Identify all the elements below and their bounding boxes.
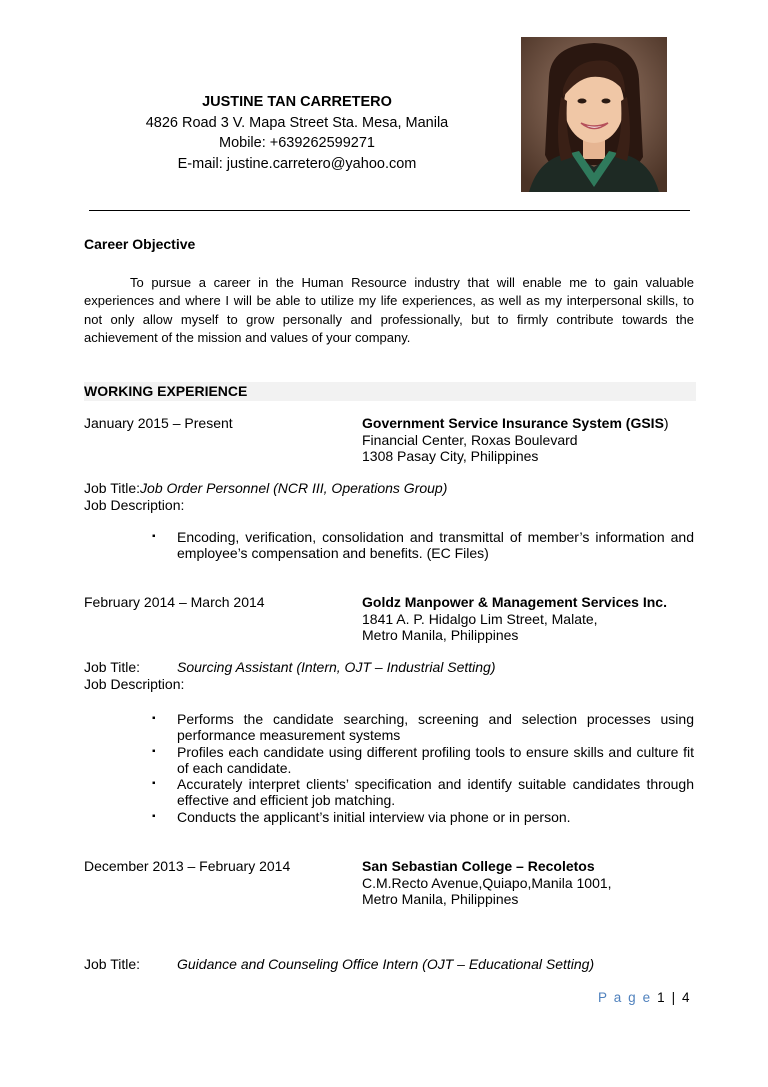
list-item-text: Accurately interpret clients’ specification and identify suitable candidates through effective and efficient job matching. (177, 776, 694, 809)
organization-address-line: C.M.Recto Avenue,Quiapo,Manila 1001, (362, 874, 612, 891)
profile-photo (521, 37, 667, 192)
organization-address-line: Financial Center, Roxas Boulevard (362, 431, 578, 448)
page-footer (598, 990, 691, 1005)
job-description-list (152, 711, 694, 825)
organization-address-line: Metro Manila, Philippines (362, 891, 519, 907)
job-title-value: Job Order Personnel (NCR III, Operations Group) (140, 480, 448, 496)
list-item (152, 744, 694, 777)
bullet-icon: ▪ (152, 713, 156, 724)
list-item-text: Conducts the applicant’s initial interview via phone or in person. (177, 808, 571, 825)
bullet-icon: ▪ (152, 810, 156, 822)
job-description-list (152, 529, 694, 562)
job-title-block (84, 956, 595, 973)
address: 4826 Road 3 V. Mapa Street Sta. Mesa, Manila (145, 114, 449, 131)
list-item (152, 809, 694, 825)
job-title-value: Guidance and Counseling Office Intern (OJT – Educational Setting) (177, 956, 595, 972)
header-divider (89, 210, 690, 211)
organization-address-line: 1308 Pasay City, Philippines (362, 448, 539, 464)
job-title-block (84, 659, 496, 692)
career-objective-heading: Career Objective (84, 236, 196, 252)
organization-name-suffix: ) (663, 415, 669, 431)
career-objective-text (84, 274, 694, 348)
list-item (152, 776, 694, 809)
organization-address-line: 1841 A. P. Hidalgo Lim Street, Malate, (362, 610, 598, 627)
job-title-value: Sourcing Assistant (Intern, OJT – Industrial Setting) (177, 659, 496, 675)
job-description-label: Job Description: (84, 496, 185, 513)
organization-name: Government Service Insurance System (GSIS (362, 415, 664, 431)
list-item-text: Encoding, verification, consolidation and transmittal of member’s information and employee’s compensation and benefits. (EC Files) (177, 529, 694, 562)
bullet-icon: ▪ (152, 531, 156, 542)
bullet-icon: ▪ (152, 778, 156, 790)
list-item-text: Performs the candidate searching, screening and selection processes using performance measurement systems (177, 711, 694, 744)
job-title-label: Job Title: (84, 956, 141, 972)
list-item (152, 711, 694, 744)
organization-name: San Sebastian College – Recoletos (362, 858, 595, 874)
mobile: Mobile: +639262599271 (218, 135, 375, 152)
job-organization (362, 594, 667, 644)
working-experience-heading: WORKING EXPERIENCE (84, 383, 248, 399)
job-title-label: Job Title: (84, 480, 141, 496)
list-item-text: Profiles each candidate using different profiling tools to ensure skills and culture fit of each candidate. (177, 743, 694, 776)
working-experience-band (84, 382, 696, 401)
applicant-name: JUSTINE TAN CARRETERO (202, 94, 392, 110)
job-date: January 2015 – Present (84, 415, 233, 431)
job-title-block (84, 480, 447, 513)
contact-header (84, 92, 510, 175)
job-title-label: Job Title: (84, 659, 141, 675)
organization-address-line: Metro Manila, Philippines (362, 627, 519, 643)
job-date: December 2013 – February 2014 (84, 858, 291, 874)
organization-name: Goldz Manpower & Management Services Inc. (362, 594, 667, 610)
page-label: P a g e (598, 990, 652, 1005)
job-organization (362, 858, 612, 908)
job-date: February 2014 – March 2014 (84, 594, 265, 610)
job-description-label: Job Description: (84, 675, 185, 692)
list-item (152, 529, 694, 562)
objective-paragraph: To pursue a career in the Human Resource industry that will enable me to gain valuable experiences and where I will be able to utilize my life experiences, as well as my interpersonal skills, to not only allow myself to grow personally and professionally, but to firmly contribute towards the achievement of the mission and values of your company. (84, 275, 694, 346)
page-number: 1 | 4 (657, 990, 692, 1005)
email: E-mail: justine.carretero@yahoo.com (177, 156, 417, 173)
bullet-icon: ▪ (152, 745, 156, 757)
job-organization (362, 415, 669, 465)
